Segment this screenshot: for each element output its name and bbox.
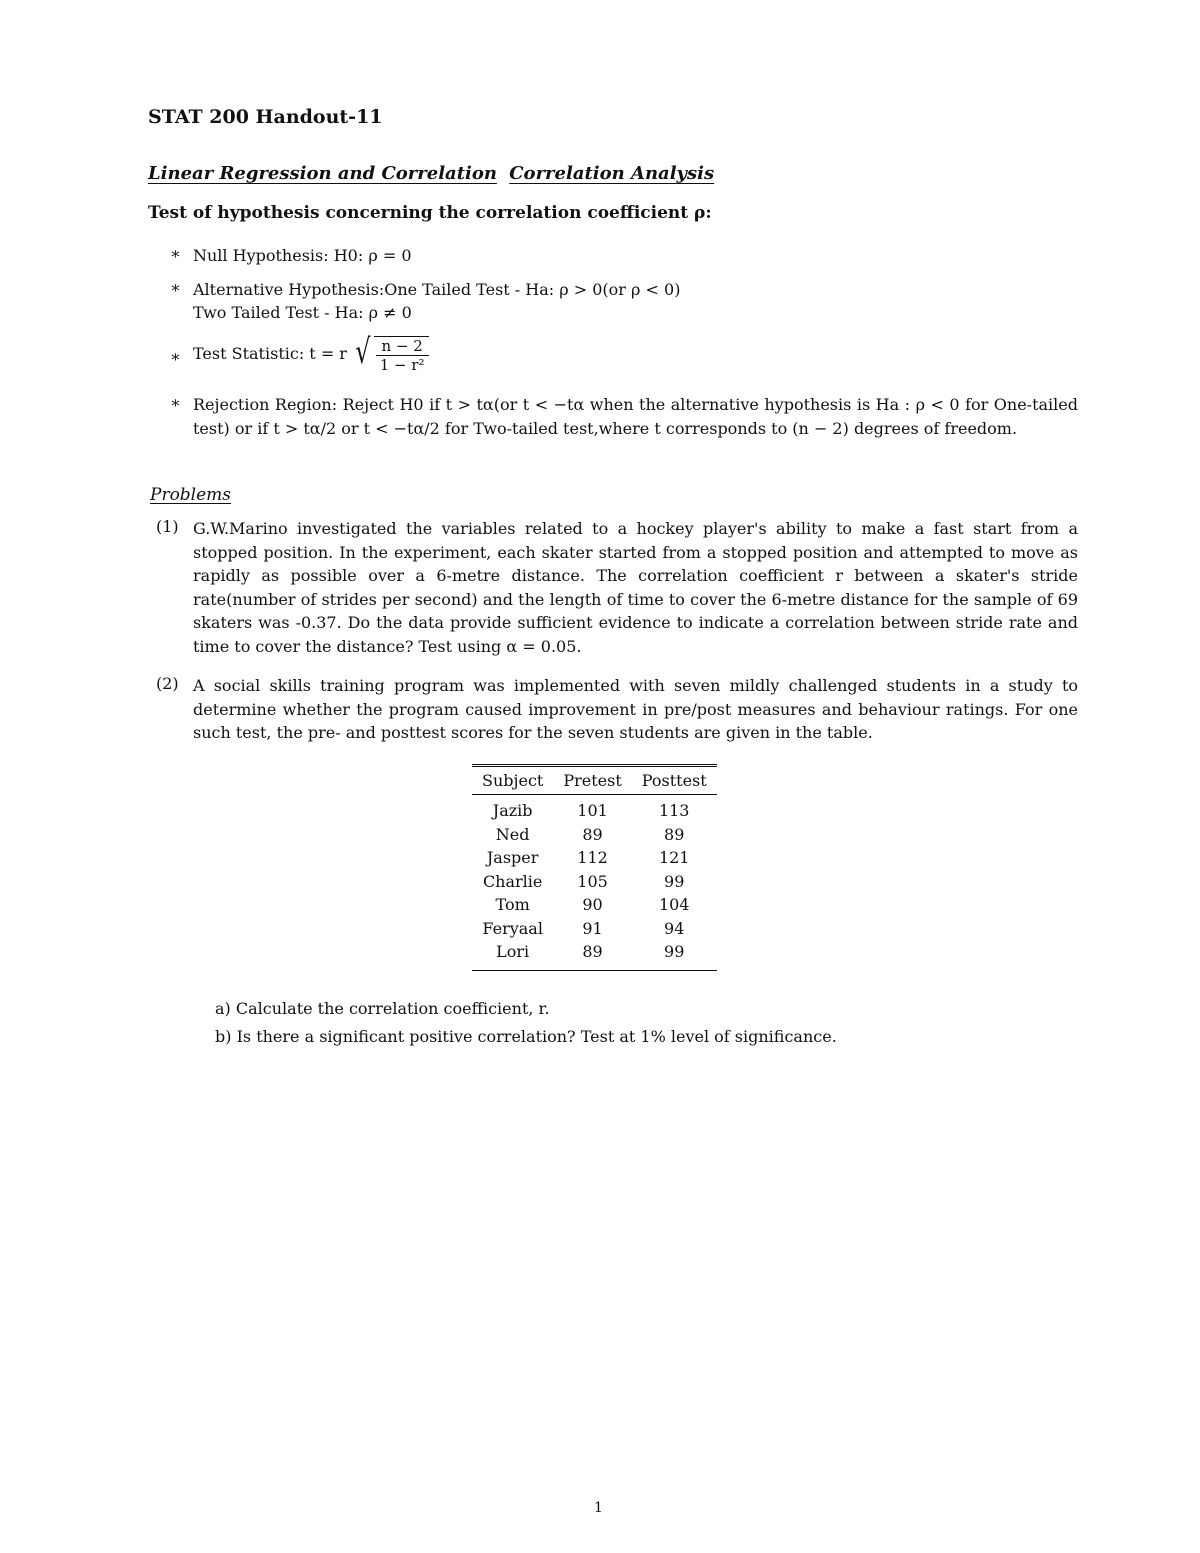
- problem-2-number: (2): [156, 674, 179, 693]
- section-heading: [148, 163, 720, 184]
- table-row: [472, 846, 717, 870]
- fraction-numerator: n − 2: [376, 337, 429, 356]
- alternative-hypothesis-line-2: Two Tailed Test - Ha: ρ ≠ 0: [193, 303, 412, 322]
- table-row: [472, 870, 717, 894]
- table-row: [472, 823, 717, 847]
- question-a: a) Calculate the correlation coefficient, r.: [215, 999, 550, 1018]
- cell-pretest: 89: [582, 824, 603, 844]
- section-heading-part-2: Correlation Analysis: [509, 163, 715, 184]
- page-number: 1: [594, 1500, 603, 1516]
- cell-posttest: 113: [658, 801, 690, 820]
- null-hypothesis-formula: H0: ρ = 0: [333, 246, 412, 265]
- cell-pretest: 101: [577, 801, 608, 820]
- cell-subject: Feryaal: [482, 918, 543, 938]
- problem-2-text: A social skills training program was implemented with seven mildly challenged students in a study to determine whether the program caused improvement in pre/post measures and behaviour ratings. For one such test, the pre- and posttest scores for the seven students are given in the table.: [193, 676, 1078, 742]
- cell-pretest: 90: [582, 895, 603, 914]
- bullet-star-icon: ∗: [170, 347, 181, 366]
- problems-heading: Problems: [150, 485, 232, 505]
- cell-subject: Ned: [495, 824, 530, 844]
- rejection-region: Rejection Region: Reject H0 if t > tα(or t < −tα when the alternative hypothesis is Ha : ρ < 0 for One-tailed test) or if t > tα/2 or t < −tα/2 for Two-tailed test,where t corresponds to (n − 2) degrees of freedom.: [193, 395, 1078, 438]
- cell-posttest: 104: [658, 895, 690, 914]
- problem-1-number: (1): [156, 517, 179, 536]
- hypothesis-title: Test of hypothesis concerning the correlation coefficient ρ:: [148, 203, 712, 223]
- cell-pretest: 105: [577, 871, 608, 891]
- null-hypothesis-label: Null Hypothesis:: [193, 246, 334, 265]
- table-header-row: [472, 766, 717, 795]
- cell-subject: Charlie: [482, 871, 543, 891]
- page-title: STAT 200 Handout-11: [148, 106, 383, 128]
- square-root: [352, 332, 429, 374]
- bullet-star-icon: ∗: [170, 393, 181, 412]
- table-row: [472, 795, 717, 823]
- scores-table: [472, 764, 717, 971]
- bullet-star-icon: ∗: [170, 278, 181, 297]
- cell-pretest: 112: [577, 848, 608, 867]
- test-statistic: [193, 332, 429, 374]
- cell-pretest: 89: [582, 942, 603, 961]
- fraction-denominator: 1 − r²: [379, 356, 425, 374]
- section-heading-part-1: Linear Regression and Correlation: [148, 163, 497, 184]
- cell-subject: Tom: [495, 895, 530, 914]
- table-row: [472, 917, 717, 941]
- cell-posttest: 99: [664, 871, 685, 891]
- cell-subject: Lori: [496, 942, 530, 961]
- table-row: [472, 893, 717, 917]
- column-header-posttest: Posttest: [632, 766, 717, 795]
- question-b: b) Is there a significant positive correlation? Test at 1% level of significance.: [215, 1027, 837, 1046]
- problem-1-text: G.W.Marino investigated the variables related to a hockey player's ability to make a fast start from a stopped position. In the experiment, each skater started from a stopped position and attempted to move as rapidly as possible over a 6-metre distance. The correlation coefficient r between a skater's stride rate(number of strides per second) and the length of time to cover the 6-metre distance for the sample of 69 skaters was -0.37. Do the data provide sufficient evidence to indicate a correlation between stride rate and time to cover the distance? Test using α = 0.05.: [193, 519, 1078, 656]
- cell-posttest: 121: [658, 848, 690, 867]
- table-row: [472, 940, 717, 970]
- cell-pretest: 91: [582, 918, 603, 938]
- cell-subject: Jasper: [486, 848, 539, 867]
- test-statistic-fraction: [376, 337, 429, 374]
- cell-subject: Jazib: [492, 801, 533, 820]
- radical-icon: √: [355, 332, 371, 372]
- cell-posttest: 94: [664, 918, 685, 938]
- column-header-pretest: Pretest: [553, 766, 631, 795]
- cell-posttest: 99: [664, 942, 685, 961]
- null-hypothesis: [193, 244, 412, 267]
- alternative-hypothesis-line-1: Alternative Hypothesis:One Tailed Test - Ha: ρ > 0(or ρ < 0): [193, 280, 681, 299]
- column-header-subject: Subject: [472, 766, 553, 795]
- bullet-star-icon: ∗: [170, 244, 181, 263]
- cell-posttest: 89: [664, 824, 685, 844]
- test-statistic-label: Test Statistic: t = r: [193, 343, 347, 363]
